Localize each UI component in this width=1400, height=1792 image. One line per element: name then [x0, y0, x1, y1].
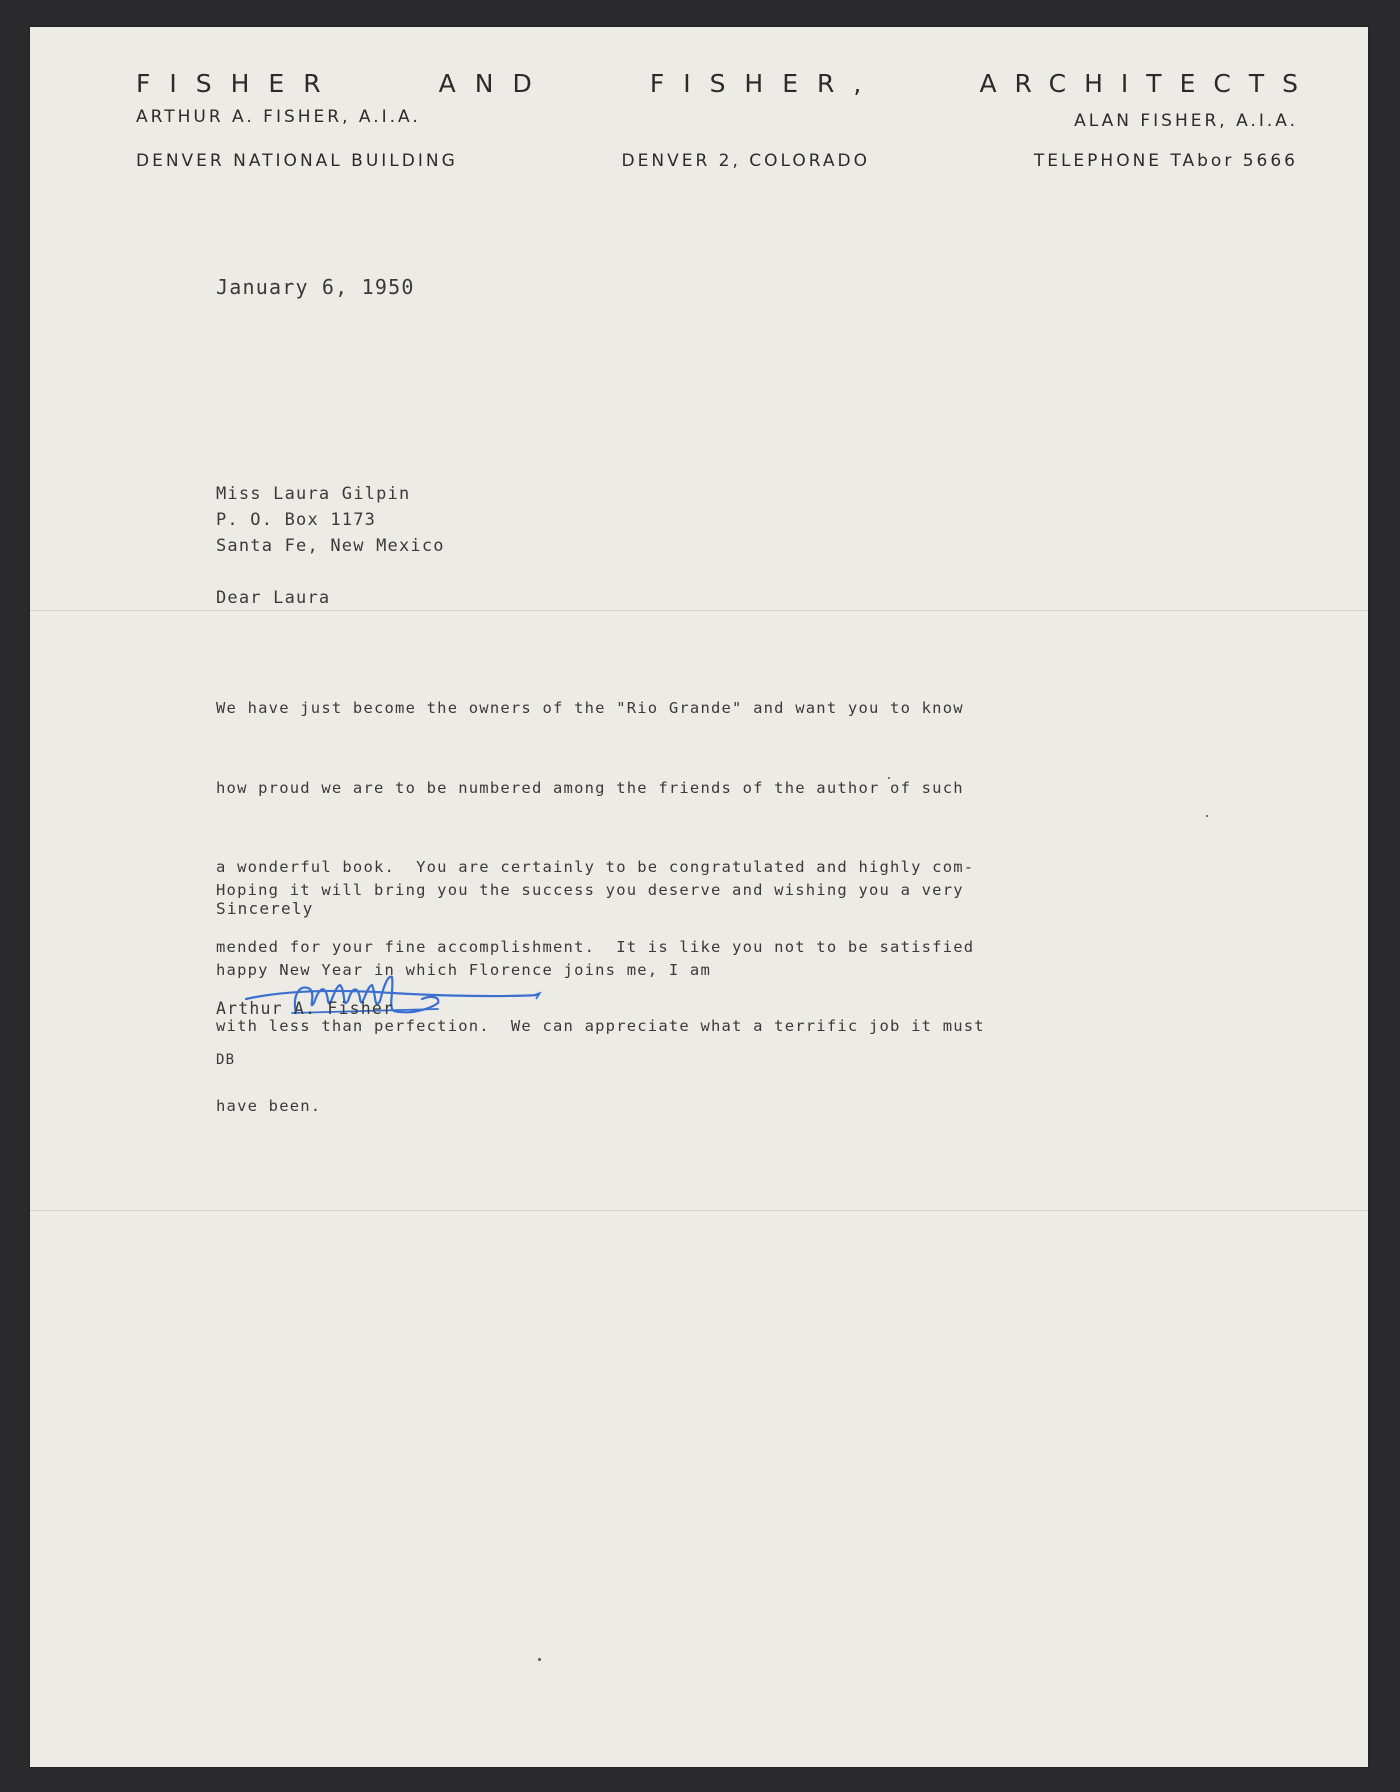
- firm-word: AND: [438, 69, 551, 98]
- firm-word: ARCHITECTS: [979, 69, 1316, 98]
- signer-name: Arthur A. Fisher: [216, 999, 395, 1018]
- firm-word: FISHER: [136, 69, 340, 98]
- partner-left: ARTHUR A. FISHER, A.I.A.: [136, 107, 421, 127]
- letter-page: [30, 27, 1368, 1767]
- salutation: Dear Laura: [216, 588, 331, 608]
- letter-date: January 6, 1950: [216, 275, 415, 299]
- fold-line: [30, 610, 1368, 611]
- recipient-name: Miss Laura Gilpin: [216, 484, 411, 504]
- partner-right: ALAN FISHER, A.I.A.: [1074, 111, 1298, 131]
- paper-speck: [538, 1658, 541, 1661]
- body-line: We have just become the owners of the "Rio Grande" and want you to know: [216, 699, 964, 717]
- recipient-city: Santa Fe, New Mexico: [216, 536, 445, 556]
- paper-speck: [1206, 815, 1208, 817]
- building: DENVER NATIONAL BUILDING: [136, 151, 458, 171]
- body-line: with less than perfection. We can appreciate what a terrific job it must: [216, 1017, 985, 1035]
- typist-initials: DB: [216, 1052, 236, 1068]
- body-line: Hoping it will bring you the success you deserve and wishing you a very: [216, 881, 964, 899]
- letterhead-address: [136, 151, 1298, 171]
- firm-name: [136, 69, 1316, 98]
- body-line: mended for your fine accomplishment. It is like you not to be satisfied: [216, 937, 975, 956]
- telephone: TELEPHONE TAbor 5666: [1033, 151, 1298, 171]
- body-line: have been.: [216, 1096, 322, 1115]
- fold-line: [30, 1210, 1368, 1211]
- recipient-box: P. O. Box 1173: [216, 510, 377, 530]
- paper-speck: [888, 777, 890, 779]
- closing: Sincerely: [216, 899, 314, 918]
- firm-word: FISHER,: [649, 69, 881, 98]
- body-line: a wonderful book. You are certainly to be congratulated and highly com-: [216, 858, 975, 876]
- city: DENVER 2, COLORADO: [621, 151, 871, 171]
- body-line: how proud we are to be numbered among the friends of the author of such: [216, 778, 964, 797]
- body-line: happy New Year in which Florence joins me, I am: [216, 960, 711, 979]
